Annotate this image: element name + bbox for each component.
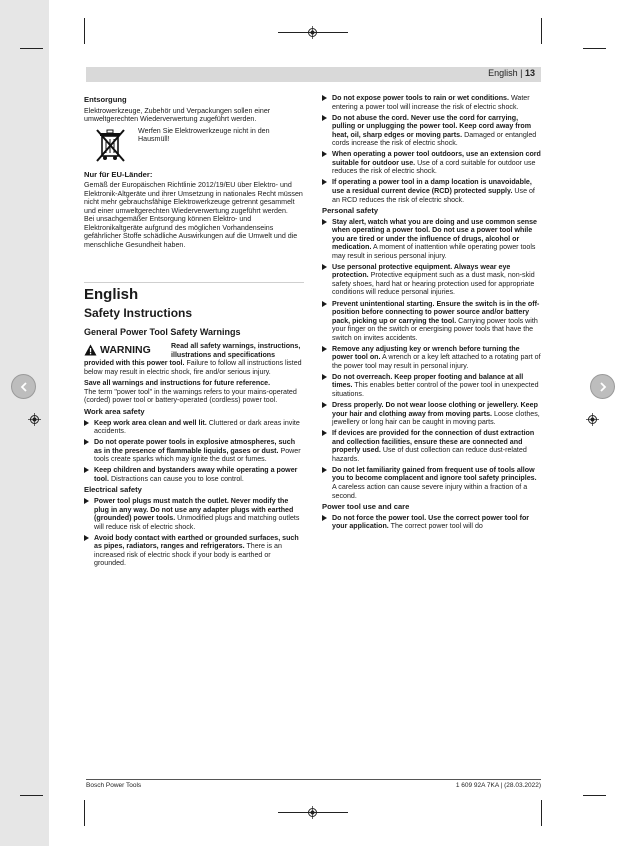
bullet-bold-text: If devices are provided for the connection of dust extraction and collection facilities, ensure these are connected and properly used. [332, 429, 535, 455]
bullet-item [322, 466, 542, 500]
page-footer [86, 779, 541, 789]
bullet-bold-text: Keep children and bystanders away while operating a power tool. [94, 466, 298, 483]
bullet-item [322, 218, 542, 261]
crop-mark [84, 800, 85, 826]
warning-label-text: WARNING [100, 343, 151, 356]
tool-use-title: Power tool use and care [322, 502, 410, 512]
bullet-triangle-icon [322, 115, 327, 121]
bullet-triangle-icon [322, 264, 327, 270]
bullet-triangle-icon [84, 535, 89, 541]
bullet-bold-text: Prevent unintentional starting. Ensure the switch is in the off-position before connecting to power source and/or battery pack, picking up or carrying the tool. [332, 299, 540, 325]
bullet-bold-text: When operating a power tool outdoors, use an extension cord suitable for outdoor use. [332, 150, 541, 167]
bullet-text: Distractions can cause you to lose control. [108, 474, 244, 483]
bullet-text: There is an increased risk of electric shock if your body is earthed or grounded. [94, 542, 282, 568]
bullet-text: The correct power tool will do [388, 522, 483, 531]
bullet-bold-text: Do not abuse the cord. Never use the cord for carrying, pulling or unplugging the power tool. Keep cord away from heat, oil, sharp edges or moving parts. [332, 113, 532, 139]
warning-bold-text: Read all safety warnings, instructions, illustrations and specifications provided with this power tool. [84, 342, 301, 368]
bullet-text: A moment of inattention while operating power tools may result in serious personal injury. [332, 243, 536, 260]
save-instructions-text: Save all warnings and instructions for future reference. [84, 379, 271, 388]
bullet-item [322, 401, 542, 427]
bullet-triangle-icon [322, 151, 327, 157]
entsorgung-text: Elektrowerkzeuge, Zubehör und Verpackungen sollen einer umweltgerechten Wiederverwertung zugeführt werden. [84, 106, 271, 124]
page-header [86, 67, 541, 82]
bullet-triangle-icon [322, 301, 327, 307]
language-title: English [84, 282, 304, 300]
disposal-notice [84, 127, 304, 165]
bullet-item [322, 300, 542, 343]
footer-doc-number: 1 609 92A 7KA | (28.03.2022) [455, 782, 541, 789]
bullet-bold-text: Remove any adjusting key or wrench before turning the power tool on. [332, 344, 520, 362]
bullet-bold-text: Use personal protective equipment. Always wear eye protection. [332, 262, 511, 280]
bullet-bold-text: Power tool plugs must match the outlet. Never modify the plug in any way. Do not use any adapter plugs with earthed (grounded) power tools. [94, 496, 294, 523]
bullet-triangle-icon [322, 467, 327, 473]
footer-brand: Bosch Power Tools [86, 782, 142, 789]
bullet-triangle-icon [84, 439, 89, 445]
work-area-title: Work area safety [84, 407, 145, 417]
bullet-text: This enables better control of the power tool in unexpected situations. [332, 381, 539, 398]
bullet-text: Cluttered or dark areas invite accidents. [94, 418, 300, 436]
personal-safety-title: Personal safety [322, 206, 379, 216]
save-instructions [84, 379, 304, 388]
bullet-bold-text: Do not expose power tools to rain or wet conditions. [332, 94, 509, 102]
bullet-triangle-icon [322, 219, 327, 225]
crop-mark [278, 812, 348, 813]
safety-instructions-title: Safety Instructions [84, 306, 193, 321]
bullet-triangle-icon [322, 402, 327, 408]
bullet-text: Water entering a power tool will increase the risk of electric shock. [332, 94, 530, 111]
bullet-bold-text: Avoid body contact with earthed or grounded surfaces, such as pipes, radiators, ranges and refrigerators. [94, 533, 299, 551]
section-title-eu: Nur für EU-Länder: [84, 169, 153, 179]
previous-page-button[interactable] [11, 374, 36, 399]
bullet-item [322, 150, 542, 176]
section-title-entsorgung: Entsorgung [84, 95, 127, 104]
bullet-item [322, 263, 542, 297]
bullet-item [322, 114, 542, 148]
bullet-item [84, 466, 304, 483]
bullet-triangle-icon [322, 179, 327, 185]
term-definition: The term "power tool" in the warnings refers to your mains-operated (corded) power tool or battery-operated (cordless) power tool. [84, 387, 297, 405]
personal-safety-list [322, 218, 542, 500]
bullet-text: A wrench or a key left attached to a rotating part of the power tool may result in personal injury. [332, 353, 541, 370]
right-column [322, 94, 542, 533]
warning-text: Failure to follow all instructions listed below may result in electric shock, fire and/or serious injury. [84, 359, 302, 376]
bullet-bold-text: Stay alert, watch what you are doing and use common sense when operating a power tool. Do not use a power tool while you are tired or under the influence of drugs, alcohol or medication. [332, 217, 537, 252]
bullet-text: Use of an RCD reduces the risk of electric shock. [332, 186, 535, 204]
next-page-button[interactable] [590, 374, 615, 399]
bullet-item [322, 345, 542, 371]
crop-mark [20, 48, 43, 49]
bullet-item [84, 438, 304, 464]
crop-mark [583, 795, 606, 796]
bullet-text: Use of dust collection can reduce dust-related hazards. [332, 446, 527, 463]
crop-mark [541, 800, 542, 826]
registration-mark-icon [28, 413, 41, 426]
bullet-item [322, 373, 542, 399]
bullet-text: Loose clothes, jewellery or long hair can be caught in moving parts. [332, 409, 540, 427]
eu-text-2: Bei unsachgemäßer Entsorgung können Elektro- und Elektronikaltgeräte aufgrund des möglichen Vorhandenseins gefährlicher Stoffe schädliche Auswirkungen auf die Umwelt und die menschliche Gesundheit haben. [84, 215, 298, 250]
tool-use-list [322, 514, 542, 531]
bullet-bold-text: Keep work area clean and well lit. [94, 418, 207, 427]
crossed-out-bin-icon [94, 127, 128, 165]
bullet-text: Carrying power tools with your finger on the switch or energising power tools that have the switch on invites accidents. [332, 316, 538, 342]
bullet-text: Use of a cord suitable for outdoor use reduces the risk of electric shock. [332, 158, 536, 176]
bullet-triangle-icon [84, 467, 89, 473]
bullet-item [84, 497, 304, 531]
left-column [84, 94, 304, 570]
bullet-text: Protective equipment such as a dust mask, non-skid safety shoes, hard hat or hearing protection used for appropriate conditions will reduce personal injuries. [332, 271, 535, 297]
bullet-triangle-icon [84, 420, 89, 426]
page-header-text [488, 68, 535, 78]
crop-mark [541, 18, 542, 44]
crop-mark [583, 48, 606, 49]
bullet-bold-text: Do not overreach. Keep proper footing and balance at all times. [332, 372, 524, 390]
bin-notice-text: Werfen Sie Elektrowerkzeuge nicht in den Hausmüll! [138, 126, 270, 144]
bullet-bold-text: If operating a power tool in a damp location is unavoidable, use a residual current device (RCD) protected supply. [332, 178, 532, 195]
bullet-triangle-icon [84, 498, 89, 504]
registration-mark-icon [586, 413, 599, 426]
bullet-triangle-icon [322, 515, 327, 521]
crop-mark [278, 32, 348, 33]
bullet-triangle-icon [322, 95, 327, 101]
bullet-bold-text: Dress properly. Do not wear loose clothing or jewellery. Keep your hair and clothing away from moving parts. [332, 401, 538, 418]
bullet-text: Power tools create sparks which may ignite the dust or fumes. [94, 446, 301, 464]
header-separator: | [517, 68, 525, 78]
viewer-left-margin [0, 0, 49, 846]
warning-triangle-icon [84, 344, 97, 356]
crop-mark [84, 18, 85, 44]
bullet-item [84, 534, 304, 568]
electrical-list-continued [322, 94, 542, 204]
bullet-bold-text: Do not force the power tool. Use the correct power tool for your application. [332, 513, 530, 531]
bullet-item [322, 429, 542, 463]
page-number: 13 [524, 68, 535, 78]
bullet-item [84, 419, 304, 436]
bullet-bold-text: Do not let familiarity gained from frequent use of tools allow you to become complacent and ignore tool safety principles. [332, 465, 537, 483]
bullet-triangle-icon [322, 346, 327, 352]
eu-text-1: Gemäß der Europäischen Richtlinie 2012/19/EU über Elektro- und Elektronik-Altgeräte und ihrer Umsetzung in nationales Recht müssen nicht mehr gebrauchsfähige Elektrowerkzeuge getrennt gesammelt und einer umweltgerechten Wiederverwertung zugeführt werden. [84, 181, 303, 215]
bullet-bold-text: Do not operate power tools in explosive atmospheres, such as in the presence of flammable liquids, gases or dust. [94, 438, 296, 455]
chevron-right-icon [597, 381, 609, 393]
bullet-text: A careless action can cause severe injury within a fraction of a second. [332, 482, 528, 500]
warning-block [84, 342, 304, 376]
work-area-list [84, 419, 304, 484]
electrical-title: Electrical safety [84, 485, 142, 495]
bullet-item [322, 514, 542, 531]
bullet-text: Unmodified plugs and matching outlets will reduce risk of electric shock. [94, 514, 300, 531]
general-warnings-title: General Power Tool Safety Warnings [84, 326, 241, 337]
electrical-list [84, 497, 304, 568]
warning-label [84, 342, 168, 358]
bullet-triangle-icon [322, 430, 327, 436]
chevron-left-icon [18, 381, 30, 393]
header-language: English [488, 68, 518, 78]
bullet-text: Damaged or entangled cords increase the risk of electric shock. [332, 130, 537, 148]
bullet-item [322, 178, 542, 204]
crop-mark [20, 795, 43, 796]
bullet-triangle-icon [322, 374, 327, 380]
bullet-item [322, 94, 542, 111]
